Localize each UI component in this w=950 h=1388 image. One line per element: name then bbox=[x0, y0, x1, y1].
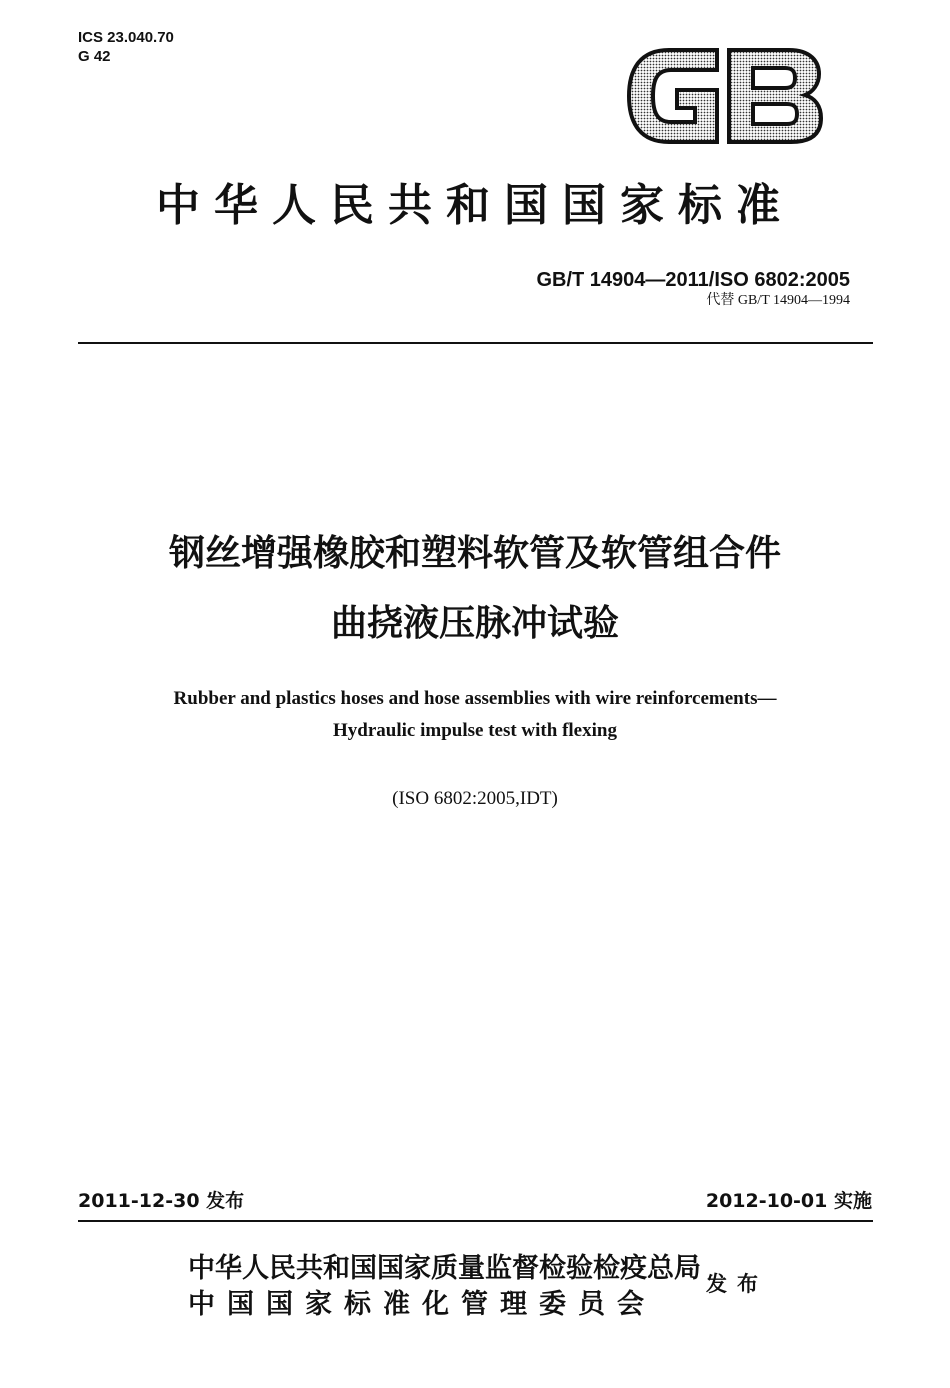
ccs-code: G 42 bbox=[78, 48, 111, 65]
english-title-line2: Hydraulic impulse test with flexing bbox=[333, 720, 617, 741]
issue-date: 2011-12-30 发布 bbox=[78, 1190, 245, 1212]
national-standard-title: 中华人民共和国国家标准 bbox=[156, 180, 794, 231]
gb-logo bbox=[625, 42, 825, 150]
chinese-title-line1: 钢丝增强橡胶和塑料软管及软管组合件 bbox=[168, 533, 781, 574]
issuer-line2: 中国国家标准化管理委员会 bbox=[188, 1289, 656, 1320]
top-divider bbox=[78, 342, 873, 344]
issuer-line1: 中华人民共和国国家质量监督检验检疫总局 bbox=[188, 1253, 701, 1284]
english-title-line1: Rubber and plastics hoses and hose assemblies with wire reinforcements— bbox=[173, 688, 777, 709]
standard-number-block bbox=[536, 268, 850, 310]
publish-label: 发布 bbox=[706, 1272, 768, 1296]
bottom-divider bbox=[78, 1220, 873, 1222]
classification-codes bbox=[78, 28, 174, 66]
chinese-title-line2: 曲挠液压脉冲试验 bbox=[330, 603, 619, 644]
iso-reference: (ISO 6802:2005,IDT) bbox=[392, 788, 558, 809]
replaces-standard: 代替 GB/T 14904—1994 bbox=[706, 293, 850, 308]
implementation-date: 2012-10-01 实施 bbox=[705, 1190, 872, 1212]
standard-number: GB/T 14904—2011/ISO 6802:2005 bbox=[536, 269, 850, 291]
ics-code: ICS 23.040.70 bbox=[78, 29, 174, 46]
